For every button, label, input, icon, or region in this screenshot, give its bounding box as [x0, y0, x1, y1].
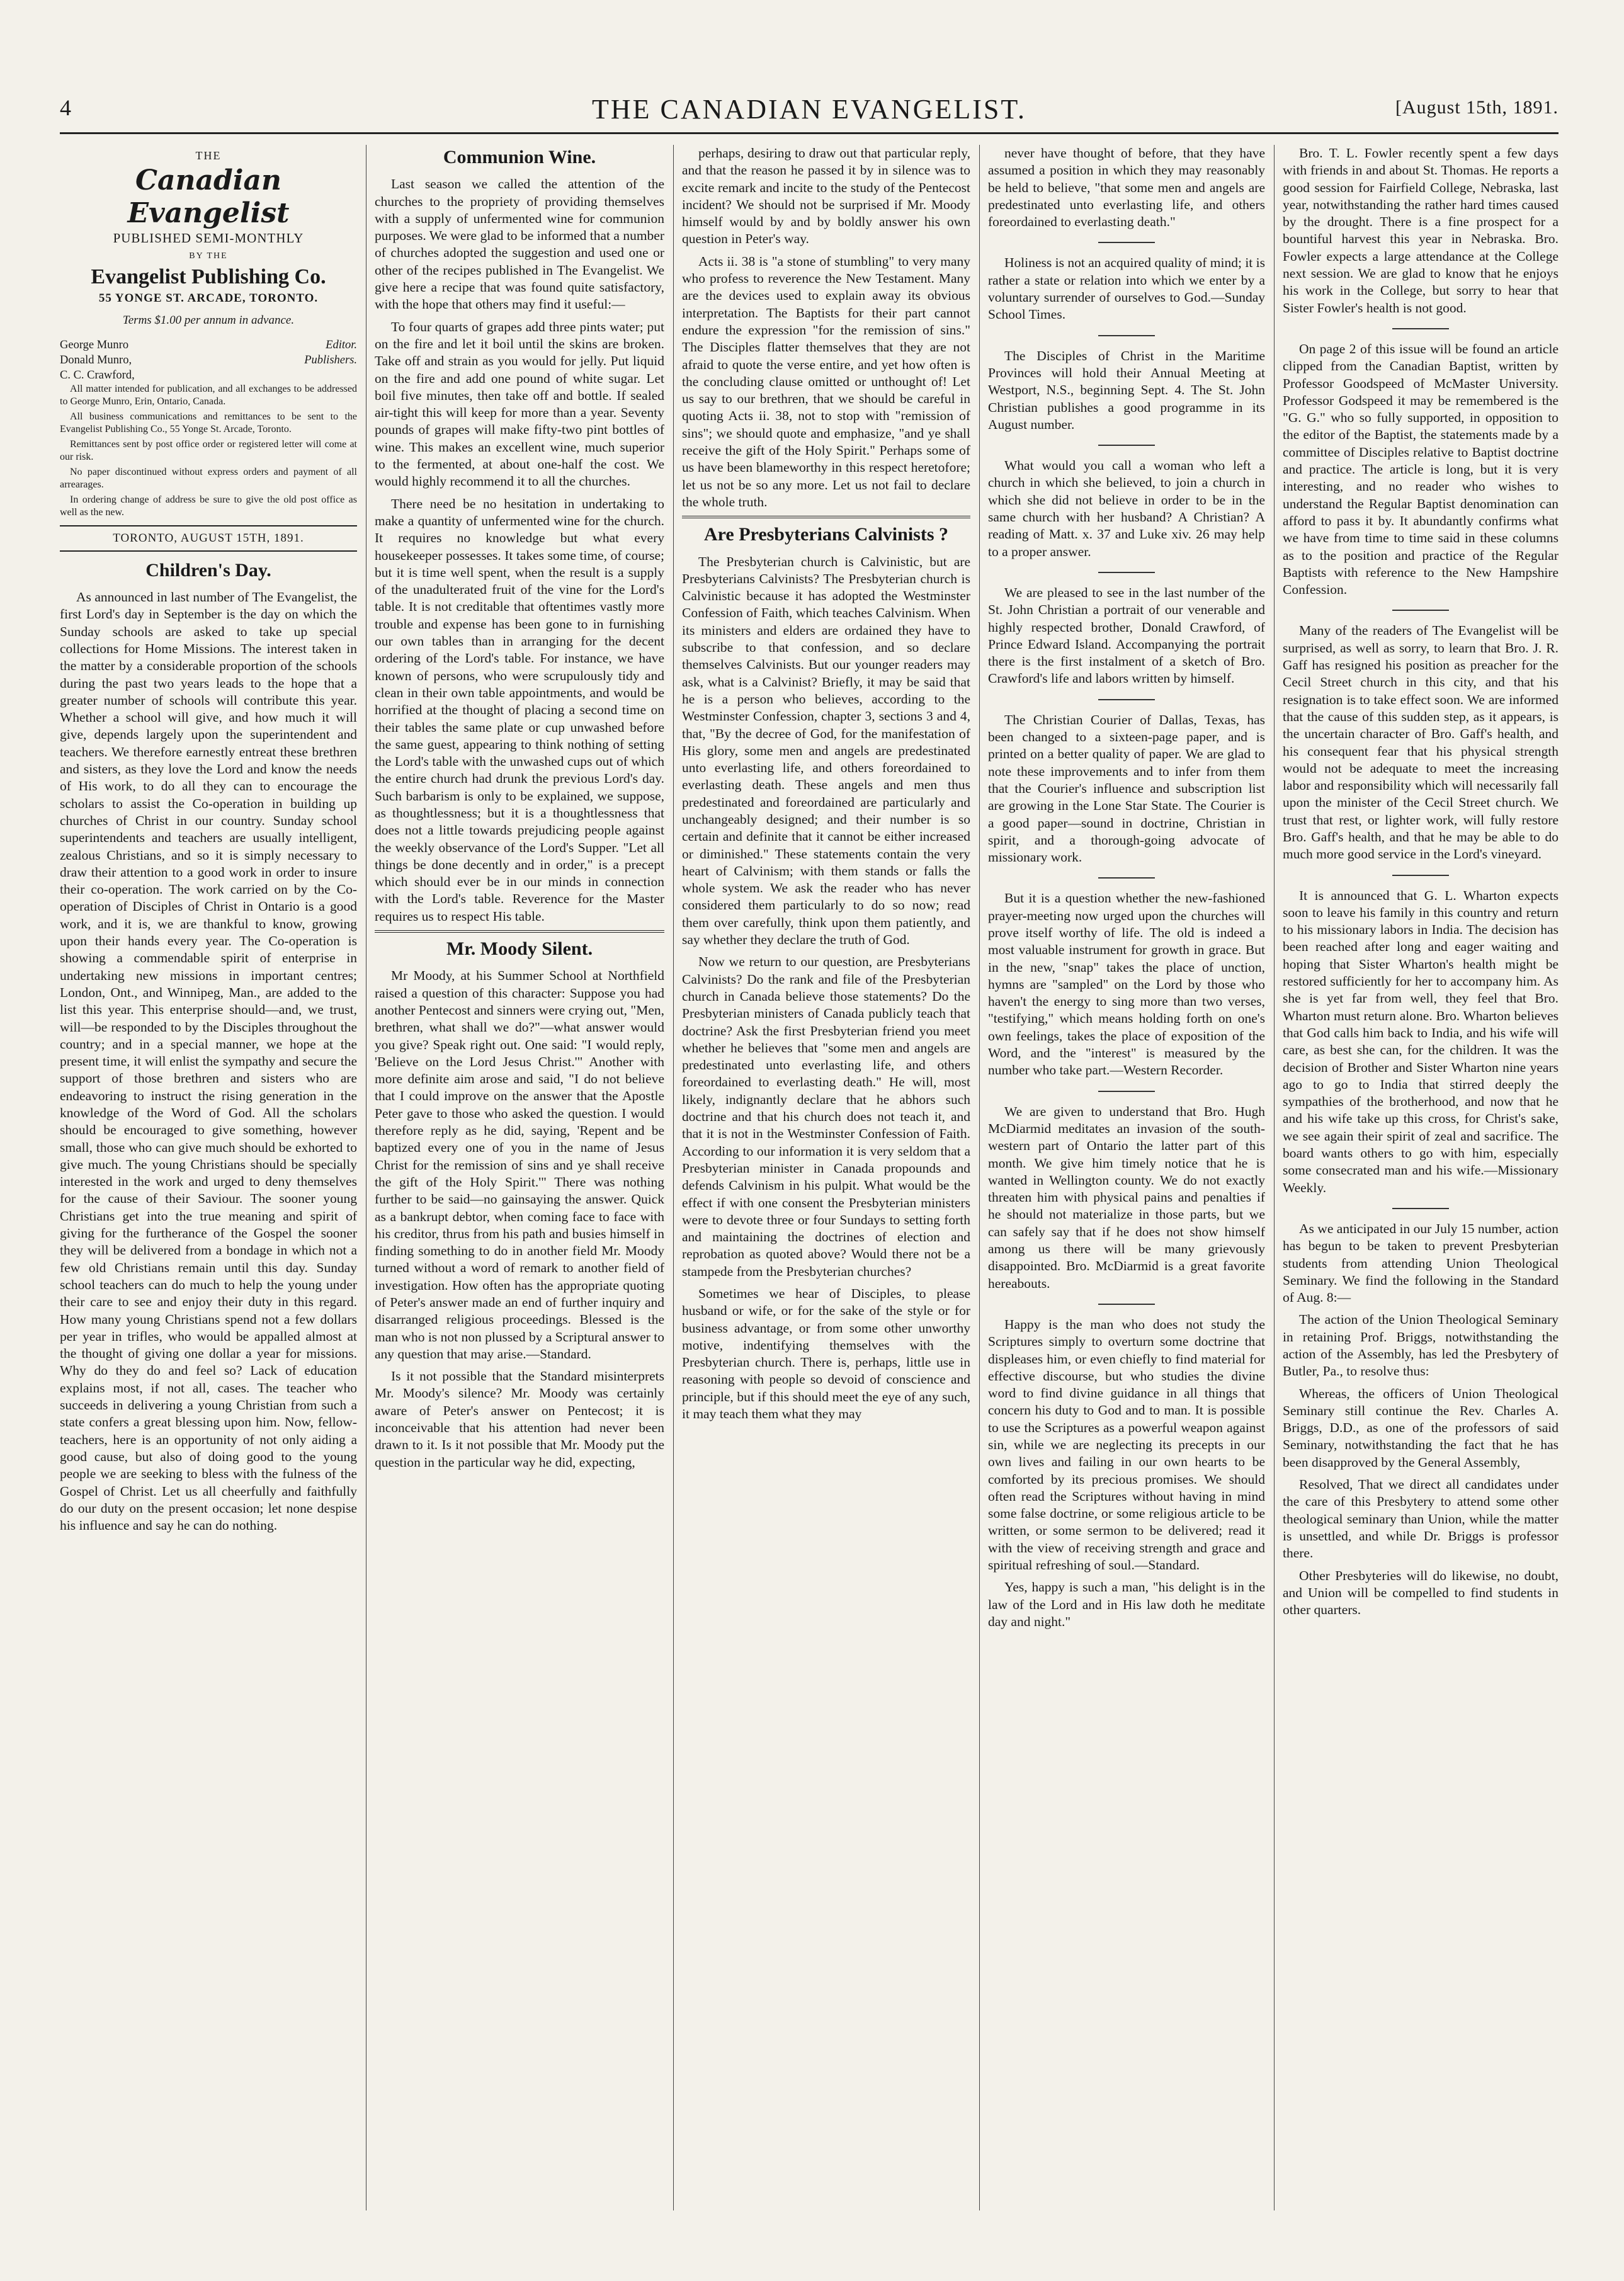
- column-rule: [1274, 145, 1275, 2210]
- column-3: [682, 145, 970, 2217]
- staff-row: [60, 338, 357, 353]
- section-divider: [1098, 1304, 1155, 1305]
- article-paragraph: Happy is the man who does not study the Scriptures simply to overturn some doctrine that displeases him, or even chiefly to find material for effective discourse, but who studies the divine word to find divine guidance in all things that concern his duty to God and to man. It is possible to use the Scriptures as a powerful weapon against sin, while we are neglecting its precepts in our own lives and failing in our own hearts to be comforted by its precious promises. We should often read the Scriptures without having in mind some false doctrine, or some religious article to be written, or some sermon to be delivered; read it with the view of receiving strength and grace and spiritual refreshing of soul.—Standard.: [988, 1316, 1265, 1573]
- staff-name: George Munro: [60, 339, 129, 352]
- article-paragraph: Resolved, That we direct all candidates under the care of this Presbytery to attend some other theological seminary than Union, while the matter is unsettled, and while Dr. Briggs is professor there.: [1283, 1477, 1559, 1561]
- article-paragraph: Many of the readers of The Evangelist will be surprised, as well as sorry, to learn that Bro. J. R. Gaff has resigned his position as preacher for the Cecil Street church in this city, and that his resignation is to take effect soon. We are informed that the cause of this sudden step, as it appears, is the uncertain character of Bro. Gaff's health, and his consequent fear that his physical strength would not be adequate to meet the increasing labor and responsibility which will necessarily fall upon the minister of the Cecil Street church. We trust that rest, or lighter work, will fully restore Bro. Gaff's health, and that he may be able to do much more good service in the Lord's vineyard.: [1283, 623, 1559, 862]
- masthead: [60, 147, 357, 329]
- section-divider: [1098, 572, 1155, 573]
- article-paragraph: Sometimes we hear of Disciples, to please husband or wife, or for the sake of the style or for business advantage, or from some other unworthy motive, indentifying themselves with the Presbyterian church. There is, perhaps, little use in reasoning with people so devoid of conscience and principle, but if this should meet the eye of any such, it may teach them what they may: [682, 1286, 970, 1422]
- column-rule: [673, 145, 674, 2210]
- article-paragraph: We are given to understand that Bro. Hugh McDiarmid meditates an invasion of the south-western part of Ontario the latter part of this month. We give him timely notice that he is wanted in Wellington county. We do not exactly threaten him with physical pains and penalties if he should not materialize in those parts, but we can safely say that if he does not show himself among us there will be many grievously disappointed. Bro. McDiarmid is a great favorite hereabouts.: [988, 1103, 1265, 1291]
- section-divider: [1392, 328, 1449, 329]
- section-divider: [1392, 1208, 1449, 1209]
- article-paragraph: As we anticipated in our July 15 number, action has begun to be taken to prevent Presbyterian students from attending Union Theological Seminary. We find the following in the Standard of Aug. 8:—: [1283, 1220, 1559, 1305]
- section-divider: [1098, 1091, 1155, 1092]
- notice: No paper discontinued without express orders and payment of all arrearages.: [60, 467, 357, 491]
- masthead-address: 55 YONGE ST. ARCADE, TORONTO.: [98, 291, 319, 305]
- column-5: [1283, 145, 1559, 2217]
- article-paragraph: To four quarts of grapes add three pints water; put on the fire and let it boil until the skins are broken. Take off and strain as you would for jelly. Put liquid on the fire and add one pound of white sugar. Let boil five minutes, then take off and bottle. If sealed air-tight this will keep for more than a year. Seventy pounds of grapes will make fifty-two pint bottles of wine. This makes an excellent wine, much superior to the fermented, at about one-half the cost. We would highly recommend it to all the churches.: [375, 319, 664, 489]
- article-title: Mr. Moody Silent.: [375, 930, 664, 957]
- staff-row: [60, 368, 357, 383]
- masthead-the: THE: [195, 149, 222, 162]
- article-paragraph: It is announced that G. L. Wharton expects soon to leave his family in this country and return to his missionary labors in India. The decision has been reached after long and eager waiting and hoping that Sister Wharton's health might be restored sufficiently for her to accompany him. As she is yet far from well, they feel that Bro. Wharton must return alone. Bro. Wharton believes that God calls him back to India, and his wife will care, as best she can, for the children. It was the decision of Brother and Sister Wharton nine years ago to go to India that stirred deeply the sympathies of the brotherhood, and now that he and his wife take up this cross, for Christ's sake, we see again their spirit of zeal and sacrifice. The board wants others to go with him, especially some consecrated man and his wife.—Missionary Weekly.: [1283, 887, 1559, 1195]
- masthead-frequency: PUBLISHED SEMI-MONTHLY: [113, 230, 304, 246]
- masthead-name: Canadian Evangelist: [127, 164, 290, 230]
- masthead-notices: [60, 383, 357, 519]
- article-paragraph: Is it not possible that the Standard misinterprets Mr. Moody's silence? Mr. Moody was certainly aware of Peter's answer on Pentecost; it is inconceivable that his attention had never been drawn to it. Is it not possible that Mr. Moody put the question in the particular way he did, expecting,: [375, 1368, 664, 1470]
- article-paragraph: The Presbyterian church is Calvinistic, but are Presbyterians Calvinists? The Presbyterian church is Calvinistic because it has adopted the Westminster Confession of Faith, which teaches Calvinism. When its ministers and elders are ordained they have to subscribe to that confession, and so declare themselves Calvinists. But our younger readers may ask, what is a Calvinist? Briefly, it may be said that he is a person who believes, according to the Westminster Confession, chapter 3, sections 3 and 4, that, "By the decree of God, for the manifestation of His glory, some men and angels are predestinated unto everlasting life, and others foreordained to everlasting death. These angels and men thus predestinated and foreordained are particularly and unchangeably designed; and their number is so certain and definite that it cannot be either increased or diminished." These statements contain the very heart of Calvinism; with them stands or falls the whole system. We ask the reader who has never considered them particularly to do so now; read them over carefully, think upon them patiently, and say whether they declare the truth of God.: [682, 554, 970, 948]
- staff-name: C. C. Crawford,: [60, 369, 135, 382]
- article-paragraph: Last season we called the attention of the churches to the propriety of providing themselves with a supply of unfermented wine for communion purposes. We were glad to be informed that a number of churches adopted the suggestion and used one or other of the recipes published in The Evangelist. We give here a recipe that was found quite satisfactory, with the hope that others may find it useful:—: [375, 176, 664, 312]
- page-header: [60, 88, 1559, 132]
- notice: All business communications and remittances to be sent to the Evangelist Publishing Co., 55 Yonge St. Arcade, Toronto.: [60, 411, 357, 435]
- staff-list: [60, 338, 357, 383]
- section-divider: [1098, 445, 1155, 446]
- dateline: TORONTO, AUGUST 15TH, 1891.: [60, 525, 357, 551]
- masthead-by: BY THE: [189, 251, 228, 261]
- article-paragraph: Mr Moody, at his Summer School at Northfield raised a question of this character: Suppose you had another Pentecost and sinners were crying out, "Men, brethren, what shall we do?"—what answer would you give? Speak right out. One said: "I would reply, 'Believe on the Lord Jesus Christ.'" Another with more definite aim arose and said, "I do not believe that I could improve on the answer that the Apostle Peter gave to those who asked the question. I would therefore reply as he did, saying, 'Repent and be baptized every one of you in the name of Jesus Christ for the remission of sins and ye shall receive the gift of the Holy Spirit.'" There was nothing further to be said—no gainsaying the answer. Quick as a bankrupt debtor, when coming face to face with his creditor, thrus from his path and busies himself in finding something to do in another field Mr. Moody turned without a word of remark to another field of investigation. How often has the appropriate quoting of Peter's answer made an end of further inquiry and disarranged religious proceedings. Blessed is the man who is not non plussed by a Scriptural answer to any question that may arise.—Standard.: [375, 968, 664, 1362]
- article-paragraph: Whereas, the officers of Union Theological Seminary still continue the Rev. Charles A. Briggs, D.D., as one of the professors of said Seminary, notwithstanding the fact that he has been disapproved by the General Assembly,: [1283, 1385, 1559, 1470]
- masthead-publisher: Evangelist Publishing Co.: [91, 265, 326, 288]
- staff-row: [60, 353, 357, 368]
- article-paragraph: What would you call a woman who left a church in which she believed, to join a church in which she did not believe in order to be in the same church with her husband? A Christian? A reading of Matt. x. 37 and Luke xiv. 26 may help to a proper answer.: [988, 458, 1265, 559]
- column-1: [60, 145, 357, 2217]
- notice: In ordering change of address be sure to give the old post office as well as the new.: [60, 494, 357, 518]
- article-paragraph: never have thought of before, that they have assumed a position in which they may reasonably be held to believe, "that some men and angels are predestinated unto everlasting life, and others foreordained to everlasting death.": [988, 145, 1265, 230]
- article-paragraph: Holiness is not an acquired quality of mind; it is rather a state or relation into which we enter by a voluntary surrender of ourselves to God.—Sunday School Times.: [988, 255, 1265, 322]
- article-paragraph: There need be no hesitation in undertaking to make a quantity of unfermented wine for the church. It requires no knowledge but what every housekeeper possesses. It takes some time, of course; but it is time well spent, when the result is a supply of the unadulterated fruit of the vine for the Lord's table. It is not creditable that oftentimes vastly more trouble and expense has been gone to in furnishing our own tables than in arranging for the decent ordering of the Lord's table. For instance, we have known of persons, who were scrupulously tidy and clean in their own table appointments, and would be horrified at the thought of placing a second time on their tables the same plate or cup unwashed before the same guest, appearing to think nothing of setting the Lord's table with the unwashed cups out of which the entire church had drunk the previous Lord's day. Such barbarism is only to be explained, we suppose, as thoughtlessness; but it is a thoughtlessness that does not a little towards prejudicing people against the weekly observance of the Lord's Supper. "Let all things be done decently and in order," is a precept which should ever be in our minds in connection with the Lord's table. Reverence for the Master requires us to respect His table.: [375, 496, 664, 924]
- newspaper-title: THE CANADIAN EVANGELIST.: [592, 94, 1026, 125]
- article-paragraph: But it is a question whether the new-fashioned prayer-meeting now urged upon the churches will prove itself worthy of life. The old is indeed a most valuable instrument for growth in grace. But in the new, "snap" takes the place of unction, hymns are "sampled" on the Lord by those who haven't the energy to sing more than two verses, "testifying," which means holding forth on one's own feelings, takes the place of exposition of the Word, and the "interest" is measured by the number who take part.—Western Recorder.: [988, 890, 1265, 1078]
- issue-date: [August 15th, 1891.: [1395, 97, 1559, 118]
- article-paragraph: Bro. T. L. Fowler recently spent a few days with friends in and about St. Thomas. He reports a good session for Fairfield College, Nebraska, last year, notwithstanding the rather hard times caused by the drought. There is a fine prospect for a bountiful harvest this year in Nebraska. Bro. Fowler expects a large attendance at the College next session. We are glad to know that he enjoys his work in the College, but sorry to hear that Sister Fowler's health is not good.: [1283, 145, 1559, 316]
- article-title: Communion Wine.: [443, 147, 596, 168]
- column-2: [375, 145, 664, 2217]
- masthead-terms: Terms $1.00 per annum in advance.: [122, 314, 295, 327]
- section-divider: [1098, 335, 1155, 336]
- staff-name: Donald Munro,: [60, 354, 132, 367]
- article-title: Children's Day.: [145, 559, 271, 581]
- article-paragraph: Acts ii. 38 is "a stone of stumbling" to very many who profess to reverence the New Testament. Many are the devices used to explain away its obvious interpretation. The Baptists for their part cannot endure the expression "for the remission of sins." The Disciples flatter themselves that they are not afraid to quote the verse entire, and yet how often is the concluding clause omitted or unthought of! Let us say to our brethren, that we should be careful in quoting Acts ii. 38, not to stop with "remission of sins"; we should quote and emphasize, "and ye shall receive the gift of the Holy Spirit." Perhaps some of us have been blameworthy in this respect heretofore; let us not be so any more. Let us not fail to declare the whole truth.: [682, 253, 970, 509]
- section-divider: [1392, 610, 1449, 611]
- section-divider: [1098, 877, 1155, 879]
- article-paragraph: As announced in last number of The Evangelist, the first Lord's day in September is the day on which the Sunday schools are asked to take up special collections for Home Missions. The interest taken in the matter by a considerable proportion of the schools during the past two years leads to the hope that a greater number of schools will contribute this year. Whether a school will give, and how much it will give, depends largely upon the superintendent and teachers. We therefore earnestly entreat these brethren and sisters, as they love the Lord and know the needs of His work, to do all they can to encourage the scholars to assist the Co-operation in building up churches of Christ in our country. Sunday school superintendents and teachers are usually intelligent, zealous Christians, and so it is simply necessary to draw their attention to a good work in order to insure their co-operation. The work carried on by the Co-operation of Disciples of Christ in Ontario is a good work, and it is, we are thankful to know, growing upon their hands every year. The Co-operation is showing a commendable spirit of enterprise in undertaking new missions in important centres; London, Ont., and Winnipeg, Man., are added to the list this year. This enterprise should—and, we trust, will—be responded to by the Disciples throughout the country; and in a special manner, we hope at the present time, it will enlist the sympathy and secure the support of those brethren and sisters who are endeavoring to instruct the rising generation in the knowledge of the Word of God. All the scholars should be encouraged to give something, however small, those who can give much should be exhorted to give much. The young Christians should be specially interested in the work and urged to deny themselves for the cause of their Saviour. The sooner young Christians get into the true meaning and spirit of giving for the furtherance of the Gospel the sooner they will be delivered from a bondage in which not a few old Christians remain until this day. Sunday school teachers can do much to help the young under their care to see and enjoy their duty in this regard. How many young Christians spend not a few dollars per year in trifles, who would be appalled almost at the thought of giving one dollar a year for missions. Why do they do and feel so? Lack of education explains most, if not all, cases. The teacher who succeeds in delivering a young Christian from such a state confers a great blessing upon him. Now, fellow-teachers, here is an opportunity of not only aiding a good cause, but also of doing good to the young people we are seeking to bless with the fulness of the Gospel of Christ. Let us all cheerfully and faithfully do our duty on the present occasion; let none despise his influence and say he can do nothing.: [60, 589, 357, 1533]
- section-divider: [1098, 699, 1155, 700]
- staff-role: Editor.: [326, 339, 357, 352]
- section-divider: [1098, 242, 1155, 243]
- article-paragraph: perhaps, desiring to draw out that particular reply, and that the reason he passed it by in silence was to excite remark and incite to the study of the Pentecost incident? We should not be surprised if Mr. Moody himself would by and by boldly answer his own question in Peter's way.: [682, 145, 970, 247]
- article-paragraph: We are pleased to see in the last number of the St. John Christian a portrait of our venerable and highly respected brother, Donald Crawford, of Prince Edward Island. Accompanying the portrait there is the first instalment of a sketch of Bro. Crawford's life and labors written by himself.: [988, 584, 1265, 686]
- staff-role: Publishers.: [304, 354, 357, 367]
- article-paragraph: The action of the Union Theological Seminary in retaining Prof. Briggs, notwithstanding the action of the Assembly, has led the Presbytery of Butler, Pa., to resolve thus:: [1283, 1312, 1559, 1379]
- section-divider: [1392, 875, 1449, 876]
- page-number: 4: [60, 95, 72, 120]
- column-4: [988, 145, 1265, 2217]
- article-paragraph: The Disciples of Christ in the Maritime Provinces will hold their Annual Meeting at Westport, N.S., beginning Sept. 4. The St. John Christian publishes a good programme in its August number.: [988, 348, 1265, 432]
- article-paragraph: Yes, happy is such a man, "his delight is in the law of the Lord and in His law doth he meditate day and night.": [988, 1579, 1265, 1629]
- notice: Remittances sent by post office order or registered letter will come at our risk.: [60, 439, 357, 463]
- header-rule: [60, 132, 1559, 134]
- article-title: Are Presbyterians Calvinists ?: [682, 516, 970, 543]
- newspaper-page: [60, 88, 1559, 2229]
- column-rule: [979, 145, 980, 2210]
- article-paragraph: Other Presbyteries will do likewise, no doubt, and Union will be compelled to find students in other quarters.: [1283, 1567, 1559, 1618]
- article-paragraph: On page 2 of this issue will be found an article clipped from the Canadian Baptist, written by Professor Goodspeed of McMaster University. Professor Godspeed it may be remembered is the "G. G." who so fully supported, in opposition to the editor of the Baptist, the statements made by a committee of Disciples relative to Baptist doctrine and practice. The article is long, but it is very interesting, and no reader who wishes to understand the Regular Baptist denomination can afford to pass it by. It abundantly confirms what we have from time to time said in these columns as to the position and practice of the Regular Baptists with reference to the New Hampshire Confession.: [1283, 341, 1559, 598]
- article-paragraph: The Christian Courier of Dallas, Texas, has been changed to a sixteen-page paper, and is printed on a better quality of paper. We are glad to note these improvements and to infer from them that the Courier's influence and subscription list are growing in the Lone Star State. The Courier is a good paper—sound in doctrine, Christian in spirit, and a thorough-going advocate of missionary work.: [988, 712, 1265, 865]
- article-paragraph: Now we return to our question, are Presbyterians Calvinists? Do the rank and file of the Presbyterian church in Canada believe those statements? Do the Presbyterian ministers of Canada publicly teach that doctrine? Ask the first Presbyterian friend you meet whether he believes that "some men and angels are predestinated unto everlasting life, and others foreordained to everlasting death." He will, most likely, indignantly declare that he abhors such doctrine and that his church does not teach it, and that it is not in the Westminster Confession of Faith. According to our information it is very seldom that a Presbyterian minister in Canada propounds and defends Calvinism in his pulpit. What would be the effect if with one consent the Presbyterian ministers were to devote three or four Sundays to setting forth and maintaining the doctrines of election and reprobation as quoted above? Would there not be a stampede from the Presbyterian churches?: [682, 954, 970, 1279]
- notice: All matter intended for publication, and all exchanges to be addressed to George Munro, Erin, Ontario, Canada.: [60, 384, 357, 407]
